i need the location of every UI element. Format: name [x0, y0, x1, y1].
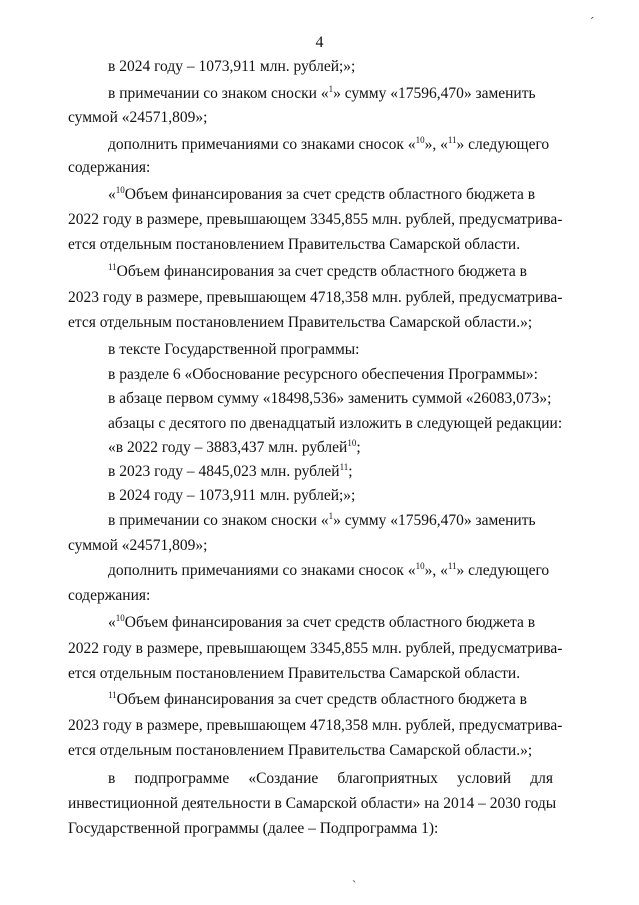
text-line: абзацы с десятого по двенадцатый изложить в следующей редакции: [108, 415, 563, 432]
text-line: ется отдельным постановлением Правительства Самарской области. [68, 236, 521, 253]
text-line: в абзаце первом сумму «18498,536» заменить суммой «26083,073»; [108, 390, 552, 407]
text-line: инвестиционной деятельности в Самарской области» на 2014 – 2030 годы [68, 795, 557, 812]
text-line: содержания: [68, 587, 151, 604]
text-line: 2022 году в размере, превышающем 3345,855 млн. рублей, предусматрива- [68, 640, 563, 657]
text-line: ется отдельным постановлением Правительства Самарской области. [68, 665, 521, 682]
text-fragment: в примечании со знаком сноски «$^1$» сумму «17596,470» заменить [108, 84, 536, 102]
text-line [108, 769, 553, 789]
text-line [108, 561, 553, 581]
word: подпрограмме [134, 770, 230, 787]
text-line: в 2024 году – 1073,911 млн. рублей;»; [108, 58, 356, 75]
text-line: 2023 году в размере, превышающем 4718,358 млн. рублей, предусматрива- [68, 289, 563, 306]
word: условий [457, 770, 512, 787]
text-line: $^{11}$Объем финансирования за счет средств областного бюджета в [108, 690, 527, 708]
scan-mark-bottom: ˏ [352, 868, 357, 883]
text-line: «в 2022 году – 3883,437 млн. рублей$^{10}$; [108, 438, 361, 456]
text-line [108, 84, 553, 104]
text-fragment: дополнить примечаниями со знаками сносок «$^{10}$», «$^{11}$» следующего [108, 135, 550, 153]
text-line: в 2023 году – 4845,023 млн. рублей$^{11}$; [108, 462, 353, 480]
text-line: содержания: [68, 159, 151, 176]
text-line: $^{11}$Объем финансирования за счет средств областного бюджета в [108, 262, 527, 280]
text-line: ется отдельным постановлением Правительства Самарской области.»; [68, 742, 533, 759]
word: «Создание [248, 770, 319, 787]
word: в [108, 770, 116, 787]
text-line: ется отдельным постановлением Правительства Самарской области.»; [68, 314, 533, 331]
text-line: в 2024 году – 1073,911 млн. рублей;»; [108, 487, 356, 504]
scan-mark-top: ˊ [590, 14, 595, 29]
text-line: «$^{10}$Объем финансирования за счет средств областного бюджета в [108, 613, 536, 631]
text-line: суммой «24571,809»; [68, 109, 208, 126]
text-fragment: в примечании со знаком сноски «$^1$» сумму «17596,470» заменить [108, 511, 536, 529]
page-number: 4 [315, 34, 324, 51]
text-line: 2022 году в размере, превышающем 3345,855 млн. рублей, предусматрива- [68, 211, 563, 228]
text-line [108, 135, 553, 155]
word: для [530, 770, 553, 787]
text-line: в разделе 6 «Обоснование ресурсного обеспечения Программы»: [108, 366, 538, 383]
text-line: в тексте Государственной программы: [108, 341, 360, 358]
text-line: суммой «24571,809»; [68, 537, 208, 554]
text-line: 2023 году в размере, превышающем 4718,358 млн. рублей, предусматрива- [68, 717, 563, 734]
text-fragment: дополнить примечаниями со знаками сносок «$^{10}$», «$^{11}$» следующего [108, 561, 550, 579]
text-line: Государственной программы (далее – Подпрограмма 1): [68, 820, 439, 837]
word: благоприятных [337, 770, 438, 787]
text-line: «$^{10}$Объем финансирования за счет средств областного бюджета в [108, 185, 536, 203]
text-line [108, 511, 553, 531]
